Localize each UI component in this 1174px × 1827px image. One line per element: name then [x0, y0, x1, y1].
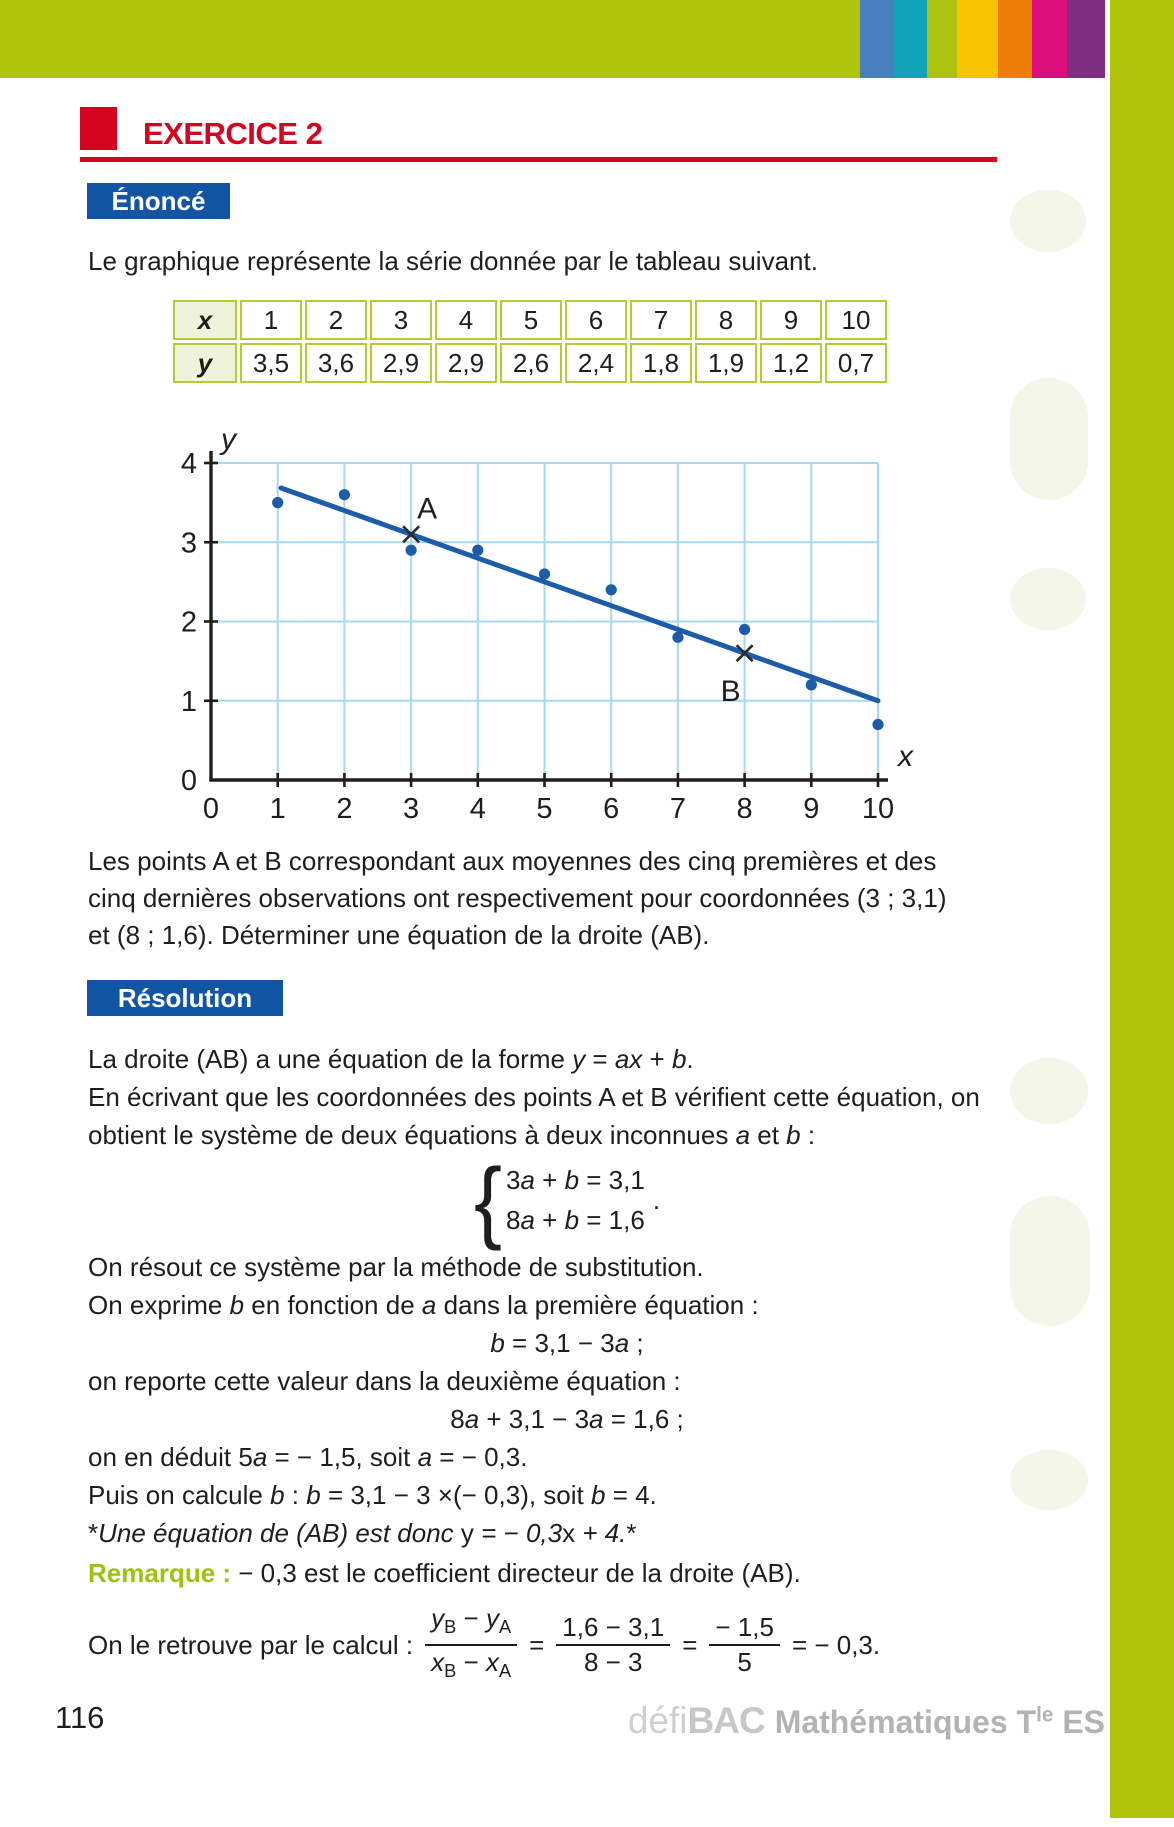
solution-line: on en déduit 5a = − 1,5, soit a = − 0,3. [88, 1442, 528, 1472]
table-cell: 7 [630, 300, 692, 340]
color-stripe [1067, 0, 1105, 78]
table-cell: 5 [500, 300, 562, 340]
solution-line: On exprime b en fonction de a dans la première équation : [88, 1290, 759, 1320]
brand-subject: Mathématiques $T^{le}$ ES [774, 1703, 1105, 1740]
fraction [556, 1612, 670, 1678]
fraction-numerator: 1,6 − 3,1 [556, 1612, 670, 1646]
x-tick-label: 1 [269, 793, 286, 825]
trend-line [281, 488, 878, 701]
x-tick-label: 6 [603, 793, 620, 825]
solution-line: En écrivant que les coordonnées des points A et B vérifient cette équation, on obtient le système de deux équations à deux inconnues a et b : [88, 1082, 980, 1150]
x-tick-label: 3 [403, 793, 420, 825]
x-tick-label: 2 [336, 793, 353, 825]
enonce-badge: Énoncé [87, 183, 230, 219]
y-tick-label: 1 [180, 685, 197, 718]
y-tick-label: 0 [180, 765, 197, 797]
y-tick-label: 3 [180, 527, 197, 560]
system-equations [506, 1160, 645, 1240]
color-stripe [1032, 0, 1067, 78]
y-tick-label: 2 [180, 606, 197, 639]
brand-defi: défi [627, 1700, 688, 1741]
table-row-label: x [173, 300, 237, 340]
system-equation: 3a + b = 3,1 [506, 1165, 645, 1195]
slope-calculation [88, 1602, 1046, 1688]
table-cell: 2,6 [500, 343, 562, 383]
color-stripe [860, 0, 894, 78]
fraction [425, 1603, 517, 1687]
data-point [472, 545, 483, 556]
data-point [339, 489, 350, 500]
table-cell: 1,2 [760, 343, 822, 383]
equation-system [88, 1149, 1046, 1251]
calc-prefix: On le retrouve par le calcul : [88, 1630, 414, 1660]
exercise-marker-square [80, 107, 117, 150]
table-cell: 3,6 [305, 343, 367, 383]
x-tick-label: 0 [202, 793, 220, 825]
table-cell: 1,9 [695, 343, 757, 383]
problem-paragraph: Les points A et B correspondant aux moyennes des cinq premières et des cinq dernières observations ont respectivement pour coordonnées (3 ; 3,1) et (8 ; 1,6). Déterminer une équation de la droite (AB). [88, 846, 947, 950]
x-tick-label: 5 [536, 793, 553, 825]
x-tick-label: 10 [861, 793, 895, 825]
equals-sign: = [529, 1630, 545, 1660]
data-point [539, 568, 550, 579]
page-number: 116 [55, 1700, 105, 1735]
table-cell: 4 [435, 300, 497, 340]
table-cell: 0,7 [825, 343, 887, 383]
remark-label: Remarque : [88, 1558, 232, 1588]
table-cell: 8 [695, 300, 757, 340]
fraction-numerator: − 1,5 [709, 1612, 780, 1646]
table-cell: 3 [370, 300, 432, 340]
color-stripe [957, 0, 998, 78]
table-cell: 3,5 [240, 343, 302, 383]
scatter-chart [150, 425, 950, 835]
x-tick-label: 8 [736, 793, 753, 825]
x-axis-label: x [898, 740, 913, 773]
title-rule [80, 157, 997, 162]
x-tick-label: 4 [469, 793, 486, 825]
decorative-blob [1010, 568, 1086, 630]
table-cell: 2 [305, 300, 367, 340]
data-point [806, 679, 817, 690]
resolution-badge: Résolution [87, 980, 283, 1016]
remark-line: Remarque : − 0,3 est le coefficient directeur de la droite (AB). [88, 1558, 801, 1588]
fraction [709, 1612, 780, 1678]
solution-line: b = 3,1 − 3a ; [490, 1328, 644, 1358]
y-axis-label: y [221, 425, 236, 456]
fraction-numerator: $y_B - y_A$ [425, 1603, 517, 1646]
exercise-title: EXERCICE 2 [143, 116, 323, 151]
fraction-denominator: 5 [737, 1647, 752, 1677]
x-tick-label: 7 [669, 793, 686, 825]
table-cell: 6 [565, 300, 627, 340]
marker-label: B [720, 675, 741, 709]
table-cell: 1,8 [630, 343, 692, 383]
right-margin-strip [1110, 0, 1174, 1818]
fraction-denominator: 8 − 3 [583, 1647, 643, 1677]
solution-line: 8a + 3,1 − 3a = 1,6 ; [450, 1404, 684, 1434]
fraction-denominator: $x_B - x_A$ [431, 1647, 512, 1682]
brand-footer [540, 1700, 1105, 1742]
x-tick-label: 9 [803, 793, 820, 825]
decorative-blob [1010, 190, 1086, 252]
table-cell: 2,4 [565, 343, 627, 383]
calc-result: = − 0,3. [791, 1630, 881, 1660]
table-cell: 9 [760, 300, 822, 340]
data-point [606, 584, 617, 595]
table-row [173, 343, 887, 383]
data-point [272, 497, 283, 508]
solution-line: *Une équation de (AB) est donc y = − 0,3x + 4.* [88, 1518, 637, 1548]
solution-line: on reporte cette valeur dans la deuxième équation : [88, 1366, 681, 1396]
table-cell: 2,9 [435, 343, 497, 383]
solution-line: La droite (AB) a une équation de la forme y = ax + b. [88, 1044, 694, 1074]
brand-bac: BAC [687, 1700, 765, 1741]
table-row-label: y [173, 343, 237, 383]
solution-line: Puis on calcule b : b = 3,1 − 3 ×(− 0,3), soit b = 4. [88, 1480, 657, 1510]
data-point [406, 545, 417, 556]
color-stripe [894, 0, 927, 78]
decorative-blob [1010, 378, 1088, 500]
data-point [739, 624, 750, 635]
data-point [872, 719, 883, 730]
table-cell: 1 [240, 300, 302, 340]
table-row [173, 300, 887, 340]
marker-label: A [417, 492, 438, 526]
data-table [170, 297, 890, 386]
y-tick-label: 4 [180, 448, 197, 480]
solution-line: On résout ce système par la méthode de substitution. [88, 1252, 704, 1282]
table-cell: 2,9 [370, 343, 432, 383]
system-brace: { [473, 1149, 502, 1251]
color-stripe [998, 0, 1032, 78]
solution-block [88, 1040, 1046, 1688]
system-period: . [652, 1185, 661, 1215]
intro-text: Le graphique représente la série donnée par le tableau suivant. [88, 246, 818, 276]
data-point [672, 632, 683, 643]
system-equation: 8a + b = 1,6 [506, 1205, 645, 1235]
color-stripe [927, 0, 957, 78]
equals-sign: = [682, 1630, 698, 1660]
table-cell: 10 [825, 300, 887, 340]
